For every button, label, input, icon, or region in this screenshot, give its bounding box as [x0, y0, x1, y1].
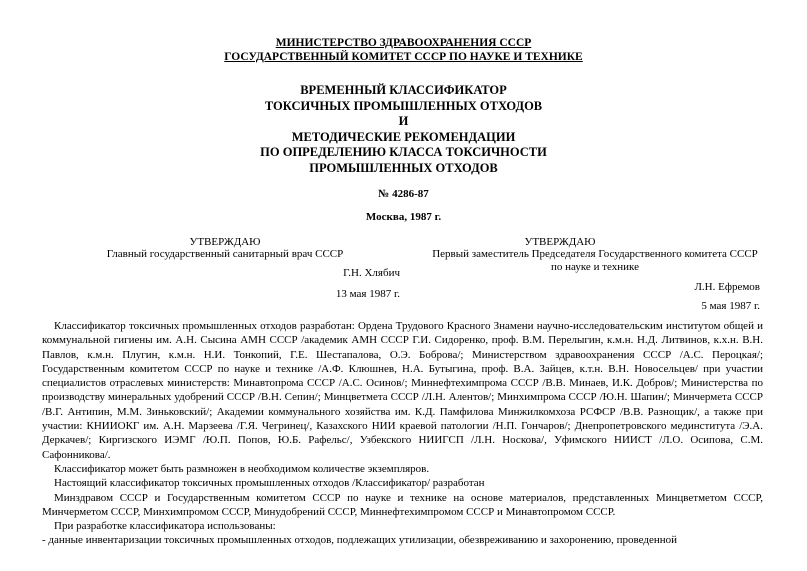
paragraph-developers: Классификатор токсичных промышленных отходов разработан: Ордена Трудового Красного Знамени научно-исследовательским институтом общей и коммунальной гигиены им. А.Н. Сысина АМН СССР /академик АМН СССР Г.И. Сидоренко, проф. В.М. Перелыгин, к.м.н. Н.Д. Литвинов, к.х.н. В.Н. Павлов, к.м.н. Плугин, к.м.н. Н.И. Тонкопий, Г.Е. Шестапалова, О.Э. Боброва/; Министерством здравоохранения СССР /А.С. Пероцкая/; Государственным комитетом СССР по науке и технике /А.Ф. Клюшнев, Н.А. Бутыгина, проф. В.А. Зайцев, к.т.н. В.Н. Новосельцев/ при участии специалистов отраслевых министерств: Минавтопрома СССР /А.С. Осинов/; Миннефтехимпрома СССР /В.В. Минаев, И.К. Добров/; Министерства по производству минеральных удобрений СССР /В.Н. Сепин/; Минцветмета СССР /Л.Н. Алентов/; Минхимпрома СССР /Ю.Н. Шапин/; Минчермета СССР /В.Г. Антипин, М.М. Зиньковский/; Академии коммунального хозяйства им. К.Д. Памфилова Минжилкомхоза РСФСР /В.В. Разнощик/, а также при участии: КНИИОКГ им. А.Н. Марзеева /Г.Я. Чегринец/, Казахского НИИ краевой патологии /Н.П. Гончаров/; Днепропетровского мединститута /Э.А. Деркачев/; Киргизского ИЭМГ /Ю.П. Попов, Ю.Б. Рафельc/, Узбекского НИИГСП /Л.Н. Носкова/, Уфимского НИИСТ /Л.О. Осипова, С.М. Сафонникова/. — [42, 320, 763, 461]
approval-right-label: УТВЕРЖДАЮ — [524, 236, 596, 248]
title-line-2: ТОКСИЧНЫХ ПРОМЫШЛЕННЫХ ОТХОДОВ — [264, 98, 543, 113]
approval-right-name: Л.Н. Ефремов — [694, 281, 760, 293]
approval-left-position: Главный государственный санитарный врач СССР — [106, 248, 344, 260]
approval-right-date: 5 мая 1987 г. — [701, 300, 760, 312]
ministry-header — [0, 36, 807, 64]
approval-left-date: 13 мая 1987 г. — [335, 288, 400, 300]
title-line-1: ВРЕМЕННЫЙ КЛАССИФИКАТОР — [300, 83, 507, 97]
body-text — [42, 319, 763, 548]
ministry-line-2: ГОСУДАРСТВЕННЫЙ КОМИТЕТ СССР ПО НАУКЕ И ТЕХНИКЕ — [224, 51, 583, 63]
title-line-5: ПО ОПРЕДЕЛЕНИЮ КЛАССА ТОКСИЧНОСТИ — [260, 145, 547, 160]
approval-right-position: Первый заместитель Председателя Государственного комитета СССР по науке и технике — [432, 248, 758, 273]
paragraph-copies: Классификатор может быть размножен в необходимом количестве экземпляров. — [54, 462, 430, 475]
document-title — [0, 83, 807, 177]
document-number: № 4286-87 — [378, 188, 429, 200]
paragraph-developed: Настоящий классификатор токсичных промышленных отходов /Классификатор/ разработан — [54, 477, 485, 490]
ministry-line-1: МИНИСТЕРСТВО ЗДРАВООХРАНЕНИЯ СССР — [275, 37, 532, 49]
title-line-3: И — [398, 114, 409, 129]
title-line-4: МЕТОДИЧЕСКИЕ РЕКОМЕНДАЦИИ — [291, 129, 516, 144]
paragraph-bullet-inventory: - данные инвентаризации токсичных промышленных отходов, подлежащих утилизации, обезвреживанию и захоронению, проведенной — [42, 534, 678, 547]
approval-left-label: УТВЕРЖДАЮ — [189, 236, 261, 248]
paragraph-basis: Минздравом СССР и Государственным комитетом СССР по науке и технике на основе материалов, представленных Минцветметом СССР, Минчерметом СССР, Минхимпромом СССР, Минудобрений СССР, Миннефтехимпромом СССР и Минавтопромом СССР. — [42, 491, 763, 518]
approval-left-name: Г.Н. Хлябич — [343, 267, 400, 279]
paragraph-used: При разработке классификатора использованы: — [54, 520, 276, 533]
place-date: Москва, 1987 г. — [365, 211, 442, 223]
title-line-6: ПРОМЫШЛЕННЫХ ОТХОДОВ — [309, 160, 498, 175]
